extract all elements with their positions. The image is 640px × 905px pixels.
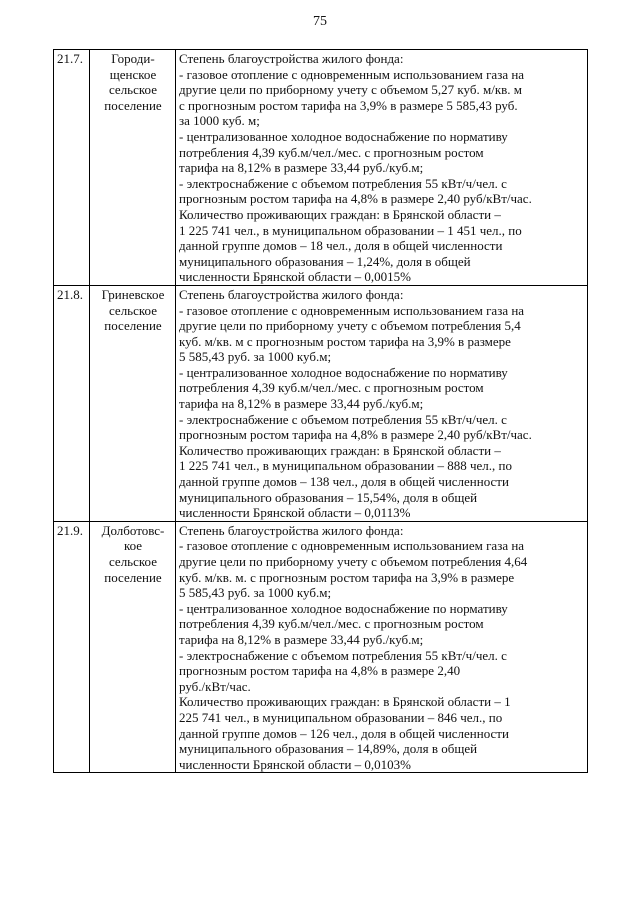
settlement-name-line: Городи- <box>111 51 155 66</box>
description-line: численности Брянской области – 0,0113% <box>179 505 411 521</box>
description-line: другие цели по приборному учету с объемом потребления 5,4 <box>179 318 521 334</box>
description-line: прогнозным ростом тарифа на 4,8% в размере 2,40 <box>179 663 461 679</box>
row-number: 21.8. <box>54 285 90 521</box>
description-line: потребления 4,39 куб.м/чел./мес. с прогнозным ростом <box>179 380 484 396</box>
table-body <box>54 50 588 773</box>
description-line: другие цели по приборному учету с объемом 5,27 куб. м/кв. м <box>179 82 523 98</box>
description-line: численности Брянской области – 0,0015% <box>179 269 411 285</box>
description-line: муниципального образования – 1,24%, доля в общей <box>179 253 471 269</box>
page-number: 75 <box>313 14 327 29</box>
description-line: тарифа на 8,12% в размере 33,44 руб./куб.м; <box>179 631 424 647</box>
description-line: - электроснабжение с объемом потребления 55 кВт/ч/чел. с <box>179 647 507 663</box>
description-line: другие цели по приборному учету с объемом потребления 4,64 <box>179 554 528 569</box>
description-line: с прогнозным ростом тарифа на 3,9% в размере 5 585,43 руб. <box>179 97 518 113</box>
description-line: Степень благоустройства жилого фонда: <box>179 286 404 302</box>
description-line: куб. м/кв. м с прогнозным ростом тарифа на 3,9% в размере <box>179 333 511 349</box>
description-line: Количество проживающих граждан: в Брянской области – <box>179 442 501 458</box>
description-line: данной группе домов – 126 чел., доля в общей численности <box>179 725 509 741</box>
description-line: тарифа на 8,12% в размере 33,44 руб./куб.м; <box>179 160 424 176</box>
housing-description <box>176 50 588 286</box>
description-line: - газовое отопление с одновременным использованием газа на <box>179 66 525 82</box>
settlement-name-line: кое <box>123 538 143 554</box>
settlement-name-line: поселение <box>104 97 162 113</box>
housing-description <box>176 285 588 521</box>
description-line: прогнозным ростом тарифа на 4,8% в размере 2,40 руб/кВт/час. <box>179 191 532 207</box>
settlement-name-line: щенское <box>109 66 157 82</box>
settlement-name-line: Гриневское <box>101 286 165 302</box>
description-line: - электроснабжение с объемом потребления 55 кВт/ч/чел. с <box>179 175 507 191</box>
table-row <box>54 285 588 521</box>
description-line: тарифа на 8,12% в размере 33,44 руб./куб.м; <box>179 396 424 412</box>
settlement-name-line: сельское <box>109 302 157 318</box>
description-line: - электроснабжение с объемом потребления 55 кВт/ч/чел. с <box>179 411 507 427</box>
description-line: муниципального образования – 15,54%, доля в общей <box>179 489 478 505</box>
description-line: Количество проживающих граждан: в Брянской области – <box>179 206 501 222</box>
description-line: Степень благоустройства жилого фонда: <box>179 51 404 66</box>
document-table <box>53 49 588 773</box>
row-number: 21.9. <box>54 521 90 773</box>
description-line: 225 741 чел., в муниципальном образовании – 846 чел., по <box>179 709 503 725</box>
settlement-name <box>90 521 176 773</box>
settlement-name-line: поселение <box>104 318 162 334</box>
description-line: за 1000 куб. м; <box>179 113 260 129</box>
description-line: потребления 4,39 куб.м/чел./мес. с прогнозным ростом <box>179 616 484 632</box>
settlement-name-line: сельское <box>109 82 157 98</box>
description-line: 5 585,43 руб. за 1000 куб.м; <box>179 585 332 601</box>
description-line: 5 585,43 руб. за 1000 куб.м; <box>179 349 332 365</box>
description-line: - централизованное холодное водоснабжение по нормативу <box>179 128 508 144</box>
settlement-name <box>90 50 176 286</box>
description-line: 1 225 741 чел., в муниципальном образовании – 888 чел., по <box>179 458 512 474</box>
description-line: - централизованное холодное водоснабжение по нормативу <box>179 364 508 380</box>
description-line: численности Брянской области – 0,0103% <box>179 756 411 772</box>
description-line: куб. м/кв. м. с прогнозным ростом тарифа на 3,9% в размере <box>179 569 515 585</box>
description-line: потребления 4,39 куб.м/чел./мес. с прогнозным ростом <box>179 144 484 160</box>
settlement-name <box>90 285 176 521</box>
description-line: - газовое отопление с одновременным использованием газа на <box>179 302 525 318</box>
settlement-name-line: поселение <box>104 569 162 585</box>
description-line: Количество проживающих граждан: в Брянской области – 1 <box>179 694 511 710</box>
description-line: руб./кВт/час. <box>179 678 251 694</box>
description-line: 1 225 741 чел., в муниципальном образовании – 1 451 чел., по <box>179 222 522 238</box>
settlement-name-line: сельское <box>109 554 157 569</box>
description-line: данной группе домов – 138 чел., доля в общей численности <box>179 474 509 490</box>
description-line: Степень благоустройства жилого фонда: <box>179 522 404 538</box>
settlement-name-line: Долботовс- <box>101 522 165 538</box>
row-number: 21.7. <box>54 50 90 286</box>
description-line: - централизованное холодное водоснабжение по нормативу <box>179 600 508 616</box>
table-row <box>54 50 588 286</box>
housing-description <box>176 521 588 773</box>
table-row <box>54 521 588 773</box>
description-line: муниципального образования – 14,89%, доля в общей <box>179 741 478 757</box>
description-line: данной группе домов – 18 чел., доля в общей численности <box>179 238 503 254</box>
description-line: - газовое отопление с одновременным использованием газа на <box>179 538 525 554</box>
description-line: прогнозным ростом тарифа на 4,8% в размере 2,40 руб/кВт/час. <box>179 427 532 443</box>
